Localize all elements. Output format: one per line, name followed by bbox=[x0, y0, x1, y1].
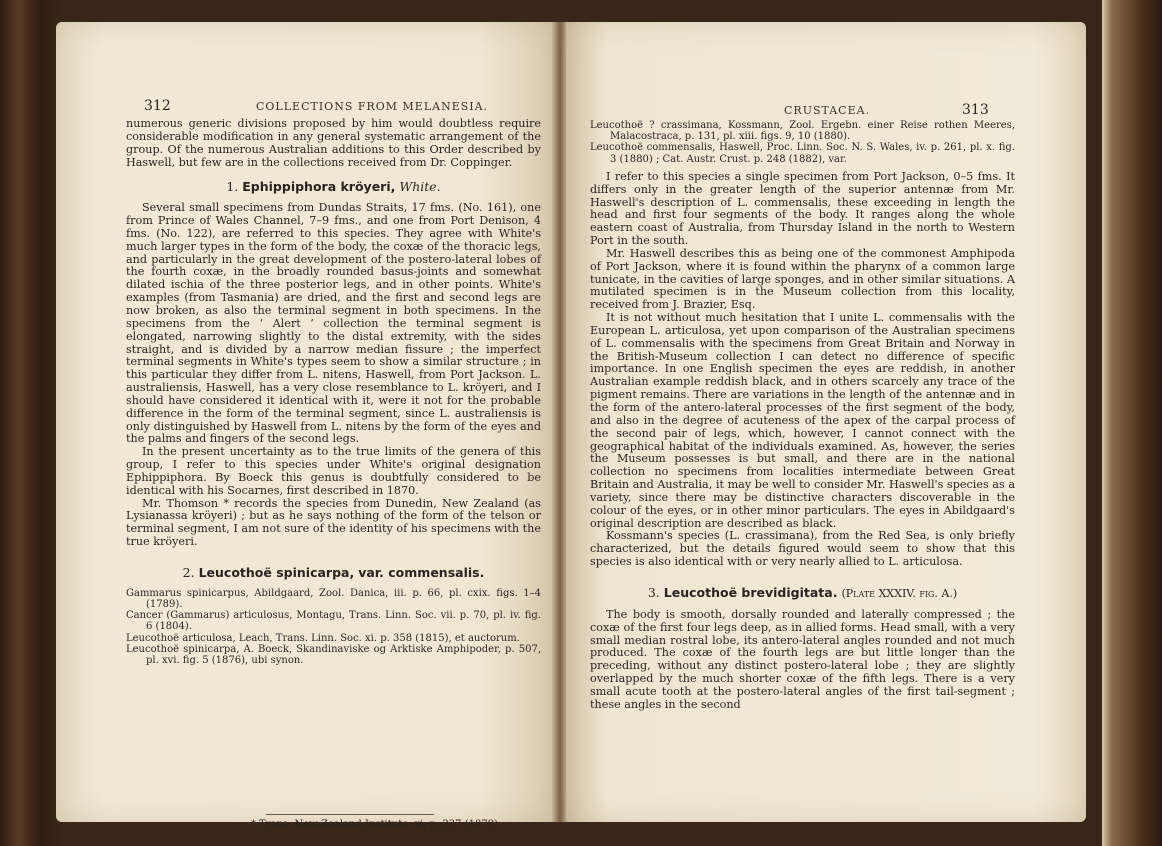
section-1-author: White. bbox=[399, 179, 441, 195]
right-text-column bbox=[590, 120, 1015, 712]
left-running-head: COLLECTIONS FROM MELANESIA. bbox=[256, 100, 489, 113]
footnote: * Trans. New-Zealand Institute, xi. p. 237 (1879). bbox=[250, 819, 502, 830]
page-edges bbox=[1102, 0, 1162, 846]
right-page bbox=[566, 22, 1086, 822]
section-1-heading bbox=[126, 181, 541, 194]
section-1-paragraph: Several small specimens from Dundas Straits, 17 fms. (No. 161), one from Prince of Wales Channel, 7–9 fms., and one from Port Denison, 4 fms. (No. 122), are referred to this species. They agree with White's much larger types in the form of the body, the coxæ of the thoracic legs, and particularly in the great development of the postero-lateral lobes of the fourth coxæ, in the broadly rounded basus-joints and somewhat dilated ischia of the three posterior legs, and in other points. White's examples (from Tasmania) are dried, and the first and second legs are now broken, as also the terminal segment in both specimens. In the specimens from the ‘ Alert ’ collection the terminal segment is elongated, narrowing slightly to the distal extremity, with the sides straight, and is divided by a narrow median fissure ; the imperfect terminal segments in White's types seem to show a similar structure ; in this particular they differ from L. nitens, Haswell, from Port Jackson. L. australiensis, Haswell, has a very close resemblance to L. kröyeri, and I should have considered it identical with it, were it not for the probable difference in the form of the terminal segment, since L. australiensis is only distinguished by Haswell from L. nitens by the form of the eyes and the palms and fingers of the second legs. bbox=[126, 201, 541, 446]
section-3-heading bbox=[590, 584, 1015, 601]
section-1-name: Ephippiphora kröyeri, bbox=[242, 179, 396, 195]
synonym-entry: Leucothoë articulosa, Leach, Trans. Linn. Soc. xi. p. 358 (1815), et auctorum. bbox=[126, 632, 520, 644]
synonym-entry: Leucothoë ? crassimana, Kossmann, Zool. Ergebn. einer Reise rothen Meeres, Malacostraca, p. 131, pl. xiii. figs. 9, 10 (1880). bbox=[590, 120, 1015, 143]
right-running-head: CRUSTACEA. bbox=[784, 104, 871, 117]
section-3-number: 3. bbox=[647, 584, 660, 600]
synonym-entry: Cancer (Gammarus) articulosus, Montagu, Trans. Linn. Soc. vii. p. 70, pl. iv. fig. 6 (1804). bbox=[126, 610, 541, 633]
footnote-divider bbox=[266, 814, 434, 815]
section-1-number: 1. bbox=[226, 179, 239, 195]
section-2-heading bbox=[126, 567, 541, 580]
section-3-name: Leucothoë brevidigitata. bbox=[663, 584, 838, 600]
intro-paragraph: numerous generic divisions proposed by him would doubtless require considerable modification in any general systematic arrangement of the group. Of the numerous Australian additions to this Order described by Haswell, but few are in the collections received from Dr. Coppinger. bbox=[126, 117, 541, 169]
section-1-paragraph: In the present uncertainty as to the true limits of the genera of this group, I refer to this species under White's original designation Ephippiphora. By Boeck this genus is doubtfully considered to be identical with his Socarnes, first described in 1870. bbox=[126, 445, 541, 497]
left-text-column bbox=[126, 118, 541, 666]
plate-reference: (Plate XXXIV. fig. A.) bbox=[841, 586, 958, 600]
synonym-entry: Leucothoë spinicarpa, A. Boeck, Skandinaviske og Arktiske Amphipoder, p. 507, pl. xvi. fig. 5 (1876), ubi synon. bbox=[126, 643, 541, 667]
section-2-number: 2. bbox=[182, 565, 195, 580]
left-page-number: 312 bbox=[144, 98, 171, 114]
section-2-name: Leucothoë spinicarpa, bbox=[198, 565, 355, 580]
left-page bbox=[56, 22, 554, 830]
body-paragraph: Mr. Haswell describes this as being one of the commonest Amphipoda of Port Jackson, where it is found within the pharynx of a common large tunicate, in the cavities of large sponges, and in other similar situations. A mutilated specimen is in the Museum collection from this locality, received from J. Brazier, Esq. bbox=[590, 246, 1015, 312]
synonym-entry: Gammarus spinicarpus, Abildgaard, Zool. Danica, iii. p. 66, pl. cxix. figs. 1–4 (1789). bbox=[126, 587, 541, 611]
body-paragraph: Kossmann's species (L. crassimana), from the Red Sea, is only briefly characterized, but the details figured would seem to show that this species is also identical with or very nearly allied to L. articulosa. bbox=[590, 529, 1015, 569]
body-paragraph: It is not without much hesitation that I unite L. commensalis with the European L. articulosa, yet upon comparison of the Australian specimens of L. commensalis with the specimens from Great Britain and Norway in the British-Museum collection I can detect no difference of specific importance. In one English specimen the eyes are reddish, in another Australian example reddish black, and in others scarcely any trace of the pigment remains. There are variations in the length of the antennæ and in the form of the antero-lateral processes of the first segment of the body, and also in the degree of acuteness of the apex of the carpal process of the second pair of legs, which, however, I cannot connect with the geographical habitat of the individuals examined. As, however, the series the Museum possesses is but small, and there are in the national collection no specimens from localities intermediate between Great Britain and Australia, it may be well to consider Mr. Haswell's species as a variety, since there may be distinctive characters discoverable in the colour of the eyes, or in other minor particulars. The eyes in Abildgaard's original description are described as black. bbox=[590, 311, 1015, 530]
right-page-number: 313 bbox=[962, 102, 989, 118]
body-paragraph: I refer to this species a single specimen from Port Jackson, 0–5 fms. It differs only in the greater length of the superior antennæ from Mr. Haswell's description of L. commensalis, these exceeding in length the head and first four segments of the body. It ranges along the whole eastern coast of Australia, from Thursday Island in the north to Western Port in the south. bbox=[590, 169, 1015, 248]
synonym-entry: Leucothoë commensalis, Haswell, Proc. Linn. Soc. N. S. Wales, iv. p. 261, pl. x. fig. 3 (1880) ; Cat. Austr. Crust. p. 248 (1882), var. bbox=[590, 142, 1015, 165]
body-paragraph: The body is smooth, dorsally rounded and laterally compressed ; the coxæ of the first four legs deep, as in allied forms. Head small, with a very small median rostral lobe, its antero-lateral angles rounded and not much produced. The coxæ of the fourth legs are but little longer than the preceding, without any distinct postero-lateral lobe ; they are slightly overlapped by the much shorter coxæ of the fifth legs. There is a very small acute tooth at the postero-lateral angles of the first tail-segment ; these angles in the second bbox=[590, 607, 1015, 711]
section-2-variety: var. commensalis. bbox=[358, 565, 485, 580]
section-1-paragraph: Mr. Thomson * records the species from Dunedin, New Zealand (as Lysianassa kröyeri) ; but as he says nothing of the form of the telson or terminal segment, I am not sure of the identity of his specimens with the true kröyeri. bbox=[126, 496, 541, 549]
